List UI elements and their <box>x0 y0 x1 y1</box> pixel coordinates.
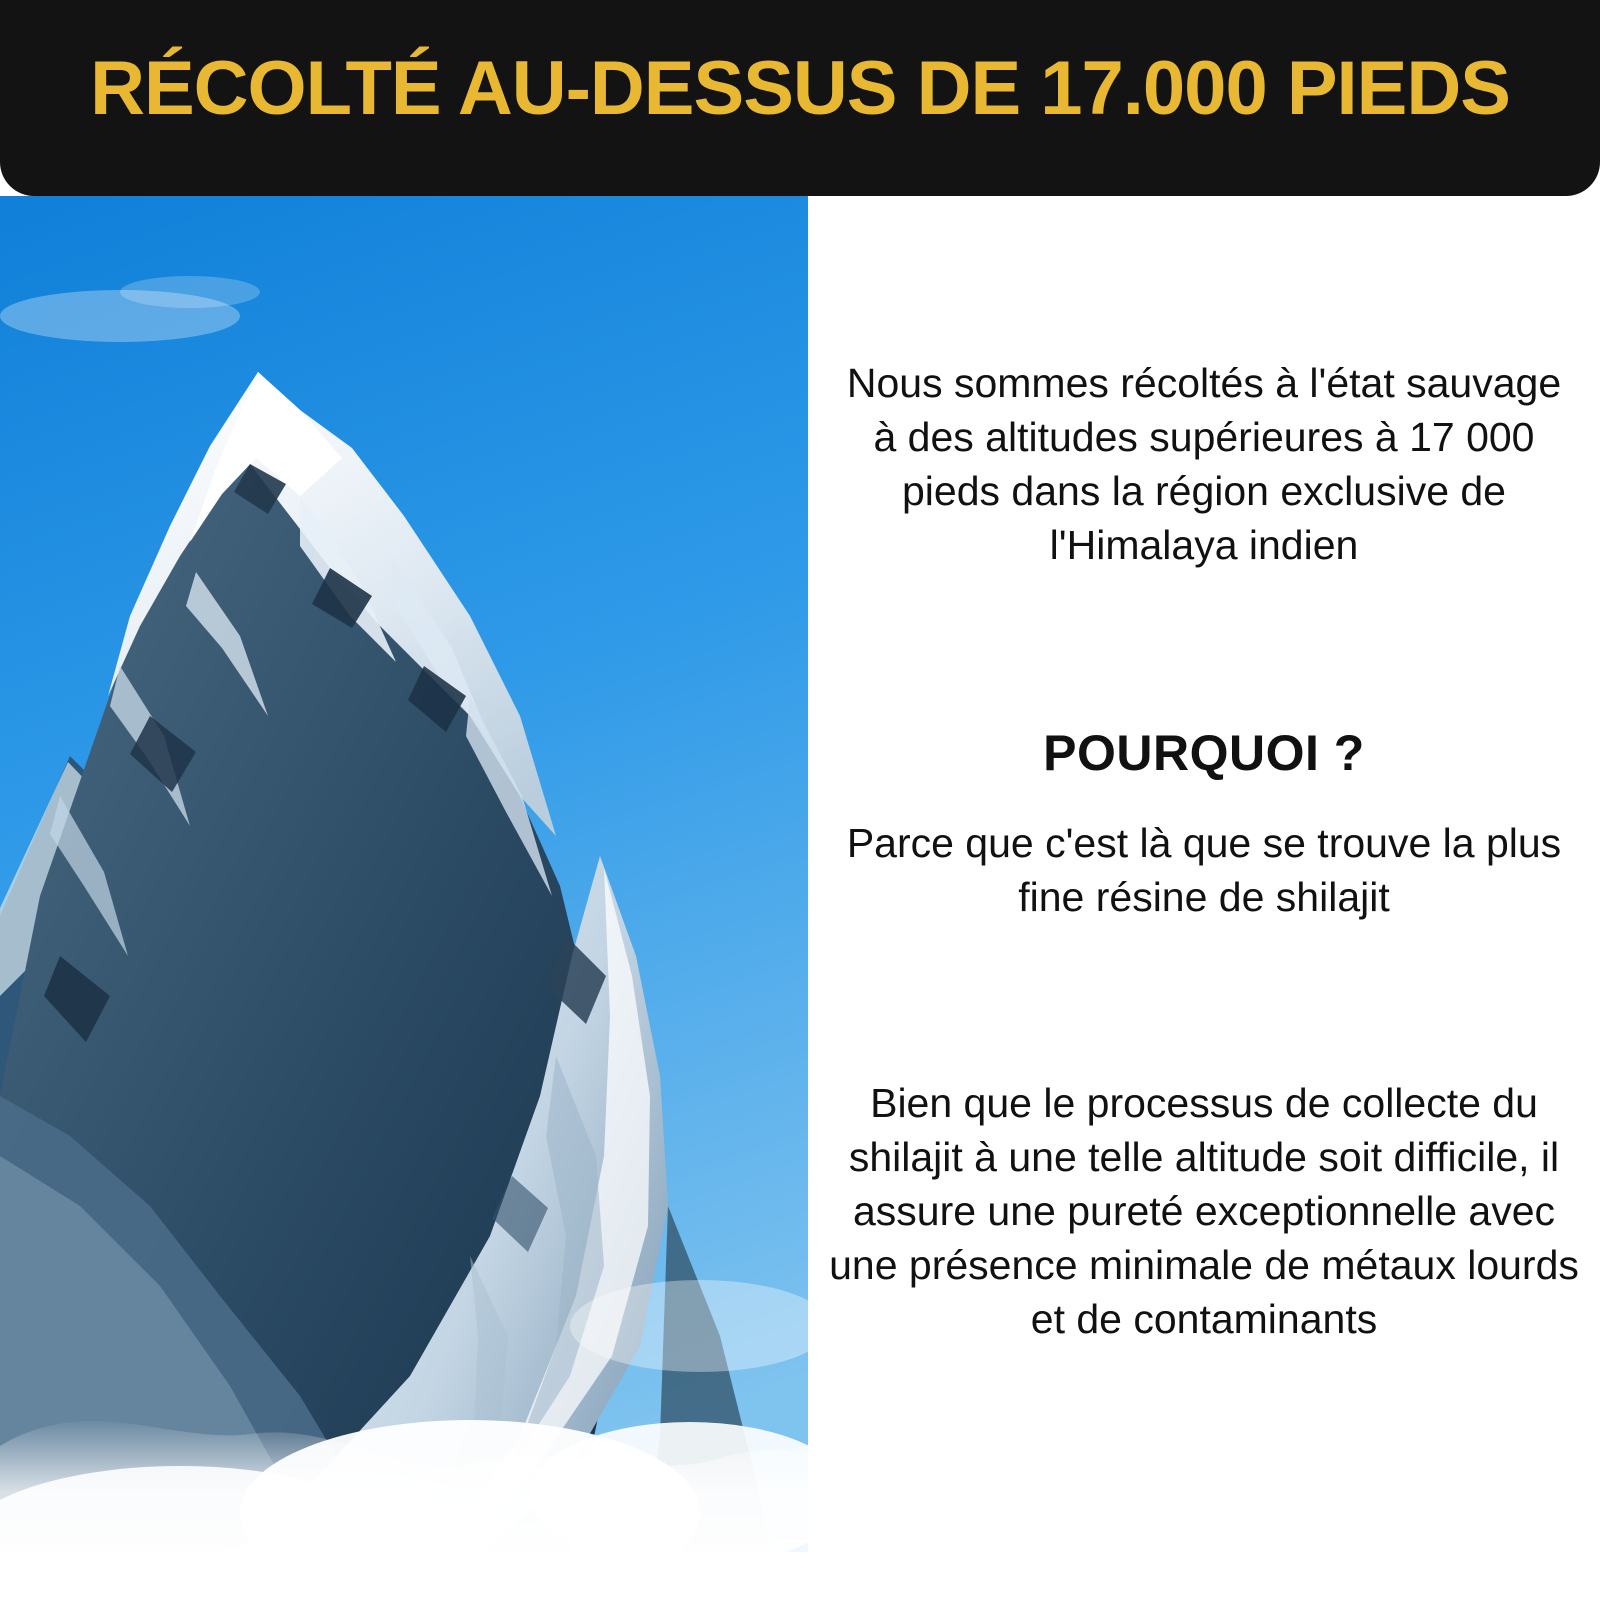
text-pane <box>808 196 1600 1600</box>
header-banner <box>0 0 1600 196</box>
mountain-photo <box>0 196 808 1600</box>
intro-paragraph: Nous sommes récoltés à l'état sauvage à des altitudes supérieures à 17 000 pieds dans la région exclusive de l'Himalaya indien <box>846 360 1562 569</box>
why-paragraph: Parce que c'est là que se trouve la plus fine résine de shilajit <box>846 820 1562 921</box>
page-title: RÉCOLTÉ AU-DESSUS DE 17.000 PIEDS <box>90 46 1510 131</box>
why-heading: POURQUOI ? <box>1043 725 1365 781</box>
closing-paragraph: Bien que le processus de collecte du shilajit à une telle altitude soit difficile, il assure une pureté exceptionnelle avec une présence minimale de métaux lourds et de contaminants <box>829 1080 1579 1343</box>
content-body <box>0 196 1600 1600</box>
